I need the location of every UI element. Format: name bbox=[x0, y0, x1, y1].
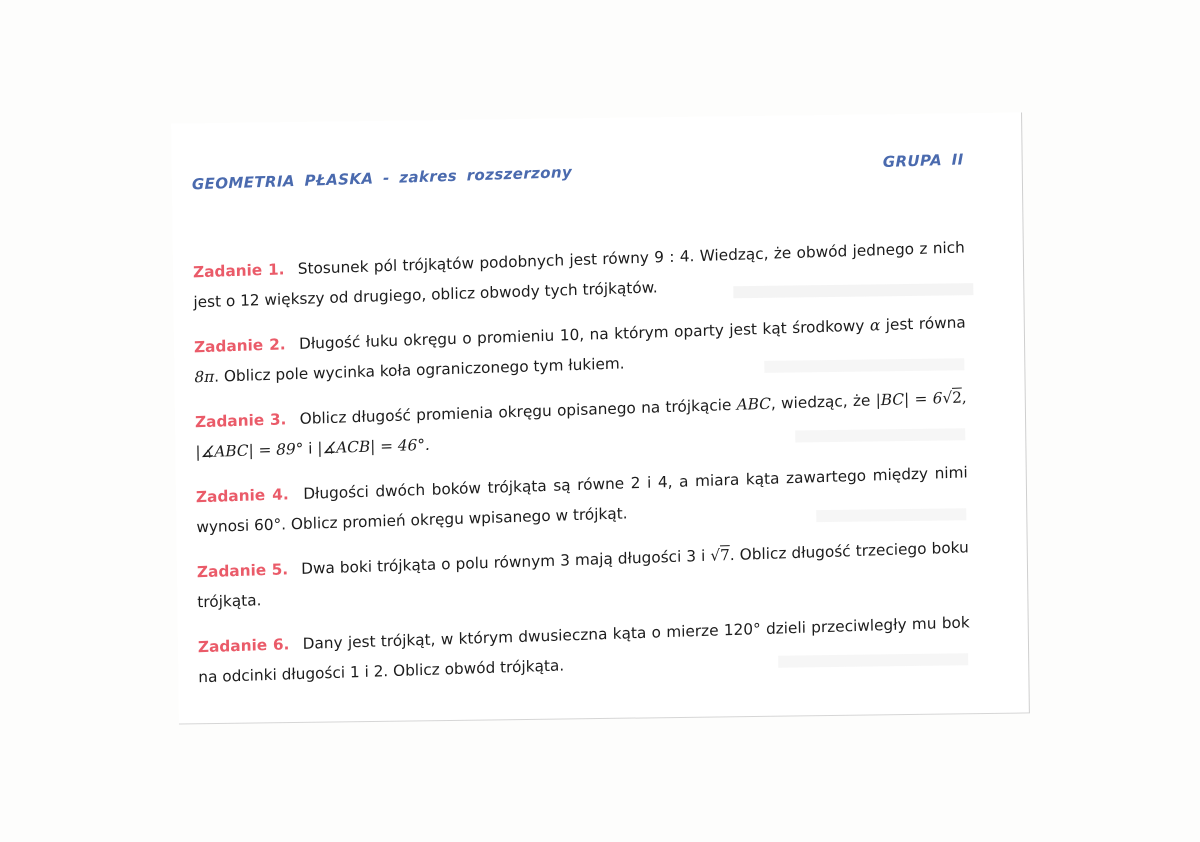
side-root: √7 bbox=[710, 546, 730, 565]
task-1 bbox=[193, 232, 966, 317]
task-4 bbox=[196, 457, 969, 542]
task-label: Zadanie 5. bbox=[196, 560, 289, 582]
task-label: Zadanie 4. bbox=[195, 485, 289, 507]
task-text: . Oblicz długość trzeciego boku trójkąta. bbox=[197, 538, 969, 612]
task-2 bbox=[194, 307, 967, 392]
worksheet-content bbox=[192, 150, 971, 707]
triangle-name: ABC bbox=[736, 394, 772, 414]
task-label: Zadanie 6. bbox=[197, 635, 290, 657]
task-text: Długość łuku okręgu o promieniu 10, na którym oparty jest kąt środkowy bbox=[298, 316, 865, 353]
angle-acb-formula: |∡ACB| = 46°. bbox=[317, 435, 430, 458]
task-label: Zadanie 3. bbox=[194, 410, 287, 432]
task-label: Zadanie 1. bbox=[192, 260, 285, 282]
worksheet bbox=[171, 112, 1030, 724]
task-3 bbox=[195, 382, 968, 467]
group-label: GRUPA II bbox=[882, 150, 964, 172]
task-text: , wiedząc, że bbox=[770, 391, 871, 413]
task-text: jest równa bbox=[885, 313, 966, 334]
angle-abc-formula: |∡ABC| = 89° bbox=[195, 439, 304, 462]
task-6 bbox=[198, 607, 971, 692]
task-text: Oblicz długość promienia okręgu opisanego na trójkącie bbox=[299, 395, 732, 428]
comma: , bbox=[961, 388, 967, 407]
side-bc-formula: |BC| = 6 bbox=[875, 389, 943, 410]
task-text: Długości dwóch boków trójkąta są równe 2 i 4, a miara kąta zawartego między nimi wynosi 60°. Oblicz promień okręgu wpisanego w trójkąt. bbox=[196, 463, 968, 537]
task-text: Dwa boki trójkąta o polu równym 3 mają długości 3 i bbox=[301, 546, 706, 578]
worksheet-header bbox=[192, 150, 964, 193]
task-5 bbox=[197, 532, 970, 617]
alpha-symbol: α bbox=[869, 316, 881, 335]
arc-length-value: 8π bbox=[194, 367, 215, 387]
side-bc-root: √2 bbox=[942, 388, 962, 408]
task-text: . Oblicz pole wycinka koła ograniczonego tym łukiem. bbox=[214, 354, 625, 386]
task-text: Dany jest trójkąt, w którym dwusieczna kąta o mierze 120° dzieli przeciwległy mu bok na odcinki długości 1 i 2. Oblicz obwód trójkąta. bbox=[198, 613, 970, 687]
task-label: Zadanie 2. bbox=[193, 335, 286, 357]
worksheet-title: GEOMETRIA PŁASKA - zakres rozszerzony bbox=[191, 163, 573, 194]
conjunction: i bbox=[308, 439, 313, 458]
task-text: Stosunek pól trójkątów podobnych jest równy 9 : 4. Wiedząc, że obwód jednego z nich jest o 12 większy od drugiego, oblicz obwody tych trójkątów. bbox=[193, 238, 965, 312]
